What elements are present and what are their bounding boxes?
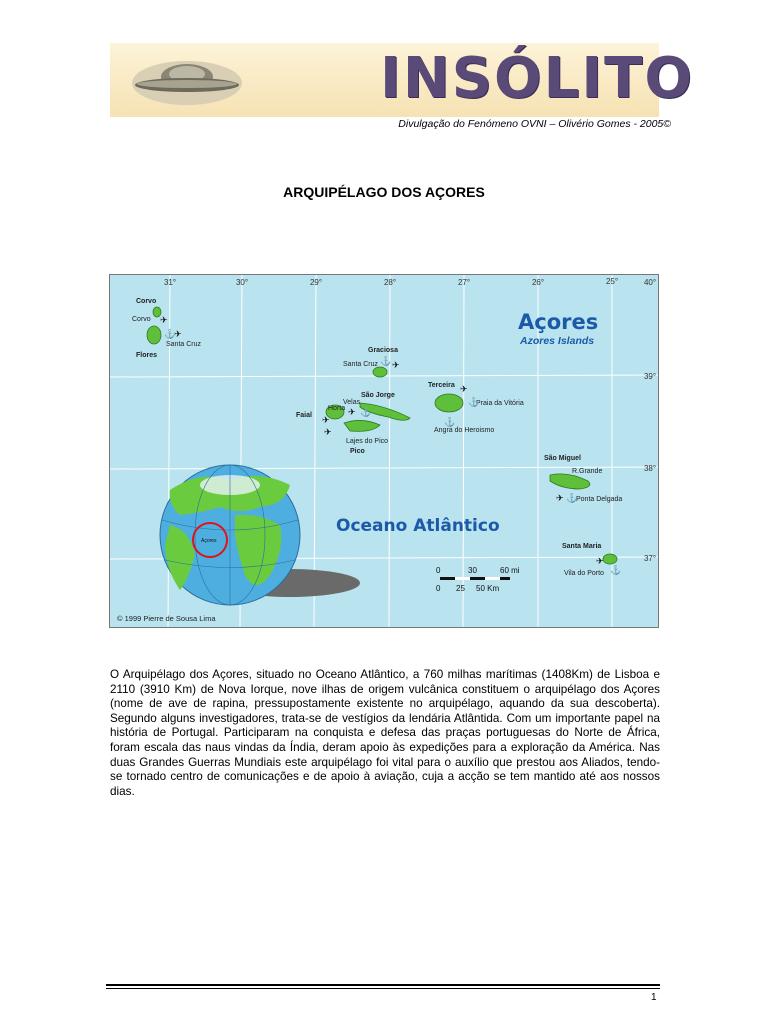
label-praia-vitoria: Praia da Vitória: [476, 400, 524, 407]
lon-label: 27°: [457, 278, 471, 287]
label-ribeira-grande: R.Grande: [572, 468, 603, 475]
azores-map: [109, 274, 659, 628]
lon-label: 30°: [235, 278, 249, 287]
anchor-icon: ⚓: [468, 397, 480, 407]
scale-mi-0: 0: [436, 566, 441, 575]
label-vila-porto: Vila do Porto: [564, 570, 604, 577]
label-corvo-town: Corvo: [132, 316, 151, 323]
anchor-icon: ⚓: [610, 565, 622, 575]
lat-label: 38°: [643, 464, 657, 473]
scale-km-50: 50 Km: [476, 584, 500, 593]
lon-label: 28°: [383, 278, 397, 287]
airport-icon: ✈: [556, 493, 564, 503]
ufo-image: [130, 53, 245, 108]
island-terceira: [435, 394, 463, 412]
map-title: Açores: [518, 310, 599, 334]
anchor-icon: ⚓: [444, 417, 456, 427]
page-number: 1: [651, 992, 657, 1003]
lon-label: 31°: [163, 278, 177, 287]
lon-label: 25°: [605, 277, 619, 286]
label-santa-maria: Santa Maria: [562, 543, 602, 550]
island-graciosa: [373, 367, 387, 377]
scale-mi-30: 30: [468, 566, 477, 575]
scale-km-25: 25: [456, 584, 465, 593]
label-ponta-delgada: Ponta Delgada: [576, 496, 623, 503]
scale-mi-60: 60 mi: [500, 566, 520, 575]
airport-icon: ✈: [324, 427, 332, 437]
ocean-label: Oceano Atlântico: [336, 516, 500, 536]
airport-icon: ✈: [322, 415, 330, 425]
footer-rule-thin: [106, 988, 660, 989]
body-paragraph: O Arquipélago dos Açores, situado no Oceano Atlântico, a 760 milhas marítimas (1408Km) de Lisboa e 2110 (3910 Km) de Nova Iorque, nove ilhas de origem vulcânica constituem o arquipélago dos Açores (nome de ave de rapina, pressupostamente existente no arquipélago, aquando da sua descoberta). Segundo alguns investigadores, trata-se de vestígios da lendária Atlântida. Com um importante papel na história de Portugal. Participaram na conquista e defesa das praças portuguesas do Norte de África, foram escala das naus vindas da Índia, deram apoio às expedições para a exploração da América. Nas duas Grandes Guerras Mundiais este arquipélago foi vital para o auxílio que prestou aos Aliados, tendo-se tornado centro de comunicações e de apoio à aviação, cuja a acção se tem mantido até aos nossos dias.: [110, 668, 660, 798]
lat-label: 39°: [643, 372, 657, 381]
lon-label: 29°: [309, 278, 323, 287]
airport-icon: ✈: [174, 329, 182, 339]
label-velas: Velas: [343, 399, 361, 406]
island-santa-maria: [603, 554, 617, 564]
island-flores: [147, 326, 161, 344]
label-terceira: Terceira: [428, 382, 455, 389]
lon-label: 26°: [531, 278, 545, 287]
label-corvo: Corvo: [136, 298, 157, 305]
map-subtitle: Azores Islands: [520, 335, 595, 347]
label-santa-cruz-graciosa: Santa Cruz: [343, 361, 379, 368]
globe-label: Açores: [201, 538, 217, 544]
map-svg: [110, 275, 658, 627]
anchor-icon: ⚓: [380, 356, 392, 366]
map-copyright: © 1999 Pierre de Sousa Lima: [117, 614, 216, 623]
airport-icon: ✈: [596, 556, 604, 566]
label-flores: Flores: [136, 352, 158, 359]
anchor-icon: ⚓: [164, 329, 176, 339]
airport-icon: ✈: [392, 360, 400, 370]
label-sao-miguel: São Miguel: [544, 455, 581, 462]
label-graciosa: Graciosa: [368, 347, 398, 354]
page-title: ARQUIPÉLAGO DOS AÇORES: [283, 184, 485, 200]
logo-text: INSÓLITO: [380, 46, 694, 111]
airport-icon: ✈: [348, 407, 356, 417]
label-horta: Horta: [328, 405, 346, 412]
lat-label: 37°: [643, 554, 657, 563]
airport-icon: ✈: [160, 315, 168, 325]
anchor-icon: ⚓: [566, 493, 578, 503]
label-faial: Faial: [296, 412, 312, 419]
lon-label: 40°: [643, 278, 657, 287]
byline: Divulgação do Fenómeno OVNI – Olivério Gomes - 2005©: [398, 118, 671, 130]
header-banner: [110, 43, 694, 117]
anchor-icon: ⚓: [360, 407, 372, 417]
label-santa-cruz-flores: Santa Cruz: [166, 341, 202, 348]
label-lajes-pico: Lajes do Pico: [346, 438, 389, 445]
footer-rule: [106, 984, 660, 986]
label-sao-jorge: São Jorge: [361, 392, 395, 399]
scale-km-0: 0: [436, 584, 441, 593]
airport-icon: ✈: [460, 384, 468, 394]
label-pico: Pico: [350, 448, 365, 455]
globe-icon: [160, 465, 300, 605]
label-angra: Angra do Heroismo: [434, 427, 495, 434]
